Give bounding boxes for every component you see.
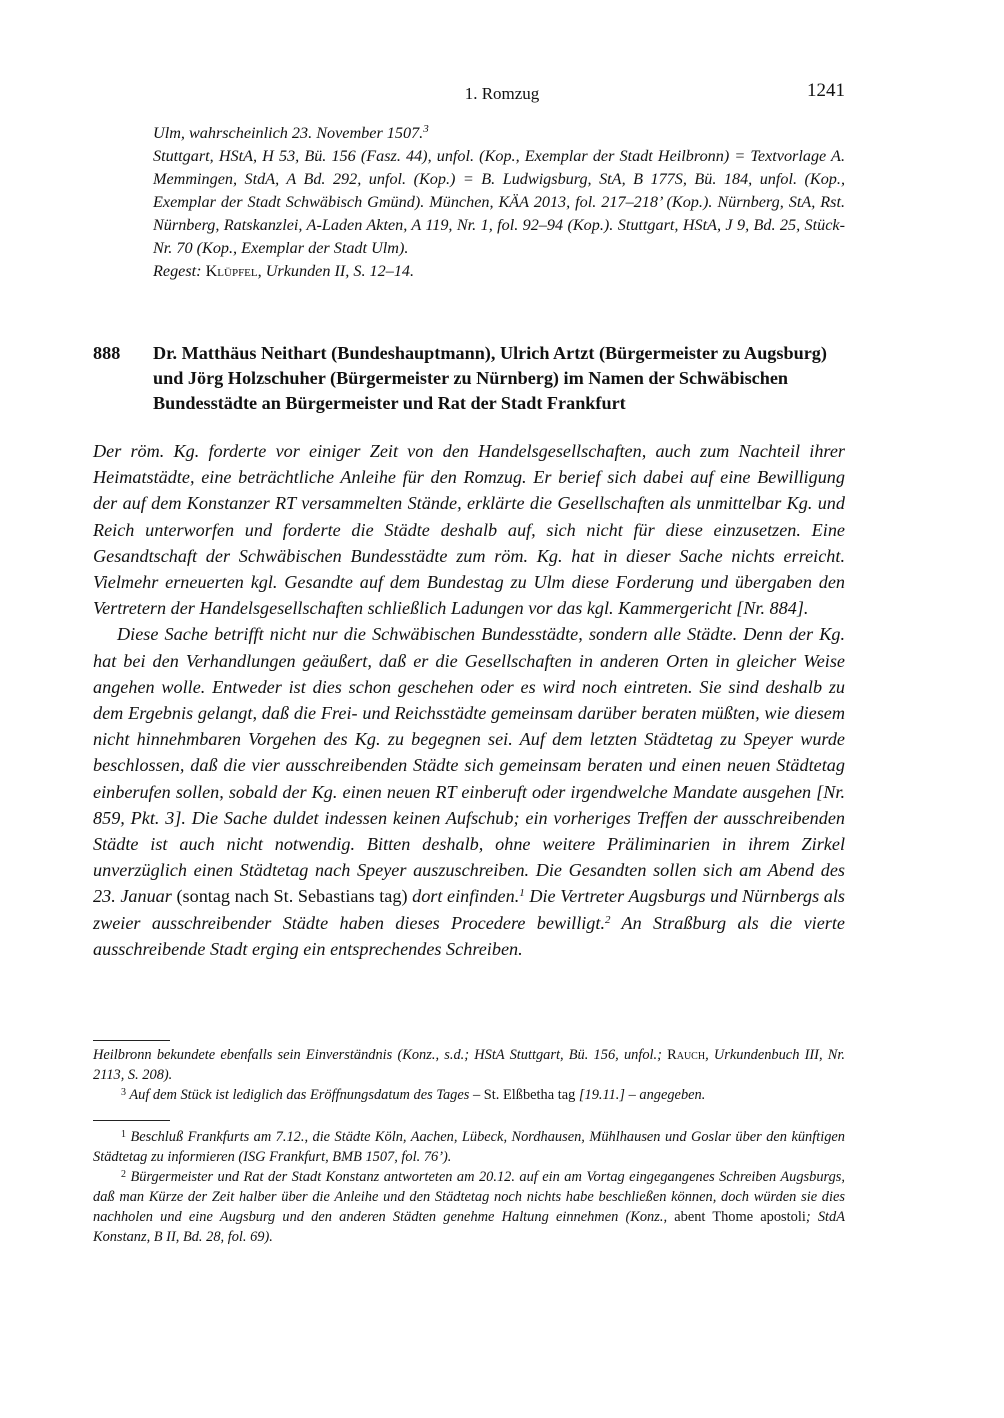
footnote-3: $^3$ Auf dem Stück ist lediglich das Eröffnungsdatum des Tages – St. Elßbetha tag [19.11.] – angegeben.: [121, 1087, 706, 1103]
quoted-date: St. Elßbetha tag: [483, 1087, 576, 1103]
footnote-divider: [93, 1040, 170, 1041]
page-number: 1241: [807, 80, 845, 101]
document-title: Dr. Matthäus Neithart (Bundeshauptmann), Ulrich Artzt (Bürgermeister zu Augsburg) und Jörg Holzschuher (Bürgermeister zu Nürnberg) im Namen der Schwäbischen Bundesstädte an Bürgermeister und Rat der Stadt Frankfurt: [153, 343, 827, 413]
source-footnotes: [93, 1045, 845, 1105]
archival-sources: Stuttgart, HStA, H 53, Bü. 156 (Fasz. 44), unfol. (Kop., Exemplar der Stadt Heilbronn) = Textvorlage A. Memmingen, StdA, A Bd. 292, unfol. (Kop.) = B. Ludwigsburg, StA, B 177S, Bü. 184, unfol. (Kop., Exemplar der Stadt Schwäbisch Gmünd). München, KÄA 2013, fol. 217–218’ (Kop.). Nürnberg, StA, Rst. Nürnberg, Ratskanzlei, A-Laden Akten, A 119, Nr. 1, fol. 92–94 (Kop.). Stuttgart, HStA, J 9, Bd. 25, Stück-Nr. 70 (Kop., Exemplar der Stadt Ulm).: [153, 147, 845, 257]
cited-author: Rauch: [667, 1047, 706, 1063]
footnote-ref-1: 1: [519, 887, 525, 900]
regest-label: Regest:: [153, 262, 202, 280]
regest-line: [153, 260, 845, 283]
regest-author: Klüpfel: [205, 262, 258, 280]
body-paragraph-2: [93, 621, 845, 962]
footnote-divider: [93, 1120, 170, 1121]
running-title: 1. Romzug: [464, 84, 540, 103]
footnote-ref-3: 3: [423, 123, 429, 135]
footnote-continuation: Heilbronn bekundete ebenfalls sein Einverständnis (Konz., s.d.; HStA Stuttgart, Bü. 156, unfol.; Rauch, Urkundenbuch III, Nr. 2113, S. 208).: [93, 1047, 845, 1083]
footnote-ref-2: 2: [605, 913, 611, 926]
place-date-line: [153, 122, 845, 145]
regest-text: , Urkunden II, S. 12–14.: [257, 262, 415, 280]
body-text: dort einfinden.: [407, 886, 520, 907]
place-date: Ulm, wahrscheinlich 23. November 1507.: [153, 124, 424, 142]
body-text: Die Vertreter Augsburgs und Nürnbergs als zweier ausschreibender Städte haben dieses Procedere bewilligt.: [93, 886, 846, 933]
footnote-marker: 1: [121, 1129, 126, 1140]
document-body: [93, 438, 845, 962]
body-paragraph-1: Der röm. Kg. forderte vor einiger Zeit von den Handelsgesellschaften, auch zum Nachteil ihrer Heimatstädte, eine beträchtliche Anleihe für den Romzug. Er berief sich dabei auf eine Bewilligung der auf dem Konstanzer RT versammelten Stände, erklärte die Gesellschaften als unmittelbar Kg. und Reich unterworfen und forderte die Städte deshalb auf, sich nicht für diese einzusetzen. Eine Gesandtschaft der Schwäbischen Bundesstädte zum röm. Kg. hat in dieser Sache nichts erreicht. Vielmehr erneuerten kgl. Gesandte auf dem Bundestag zu Ulm diese Forderung und übergaben den Vertretern der Handelsgesellschaften schließlich Ladungen vor das kgl. Kammergericht [Nr. 884].: [93, 441, 845, 619]
text-footnotes: [93, 1127, 845, 1247]
footnote-2: $^2$ Bürgermeister und Rat der Stadt Konstanz antworteten am 20.12. auf ein am Vortag eingegangenes Schreiben Augsburgs, daß man Kürze der Zeit halber über die Anleihe und den Städtetag noch nichts habe beschließen können, doch würden sie dies nachholen und eine Augsburg und den anderen Städten genehme Haltung einnehmen (Konz., abent Thome apostoli; StdA Konstanz, B II, Bd. 28, fol. 69).: [93, 1169, 845, 1245]
quoted-date: abent Thome apostoli: [674, 1209, 806, 1225]
source-block: [153, 122, 845, 283]
body-text: An Straßburg als die vierte ausschreibende Stadt erging ein entsprechendes Schreiben.: [93, 912, 845, 959]
document-number: 888: [93, 343, 121, 363]
footnote-marker: 3: [121, 1087, 126, 1098]
footnote-1: $^1$ Beschluß Frankfurts am 7.12., die Städte Köln, Aachen, Lübeck, Nordhausen, Mühlhausen und Goslar über den künftigen Städtetag zu informieren (ISG Frankfurt, BMB 1507, fol. 76’).: [93, 1129, 845, 1165]
footnote-marker: 2: [121, 1169, 126, 1180]
body-text: Diese Sache betrifft nicht nur die Schwäbischen Bundesstädte, sondern alle Städte. Denn der Kg. hat bei den Verhandlungen geäußert, daß er die Gesellschaften in anderen Orten in gleicher Weise angehen wolle. Entweder ist dies schon geschehen oder es wird noch eintreten. Sie sind deshalb zu dem Ergebnis gelangt, daß die Frei- und Reichsstädte gemeinsam darüber beraten müßten, wie diesem nicht hinnehmbaren Vorgehen des Kg. zu begegnen sei. Auf dem letzten Städtetag zu Speyer wurde beschlossen, daß die vier ausschreibenden Städte sich gemeinsam beraten und einen neuen Städtetag einberufen sollen, sobald der Kg. einen neuen RT einberuft oder irgendwelche Mandate ausgehen [Nr. 859, Pkt. 3]. Die Sache duldet indessen keinen Aufschub; ein vorheriges Treffen der ausschreibenden Städte ist auch nicht notwendig. Bitten deshalb, ohne weitere Präliminarien in ihrem Zirkel unverzüglich einen Städtetag nach Speyer auszuschreiben. Die Gesandten sollen sich am Abend des 23. Januar: [93, 624, 845, 907]
quoted-date: (sontag nach St. Sebastians tag): [176, 886, 408, 907]
